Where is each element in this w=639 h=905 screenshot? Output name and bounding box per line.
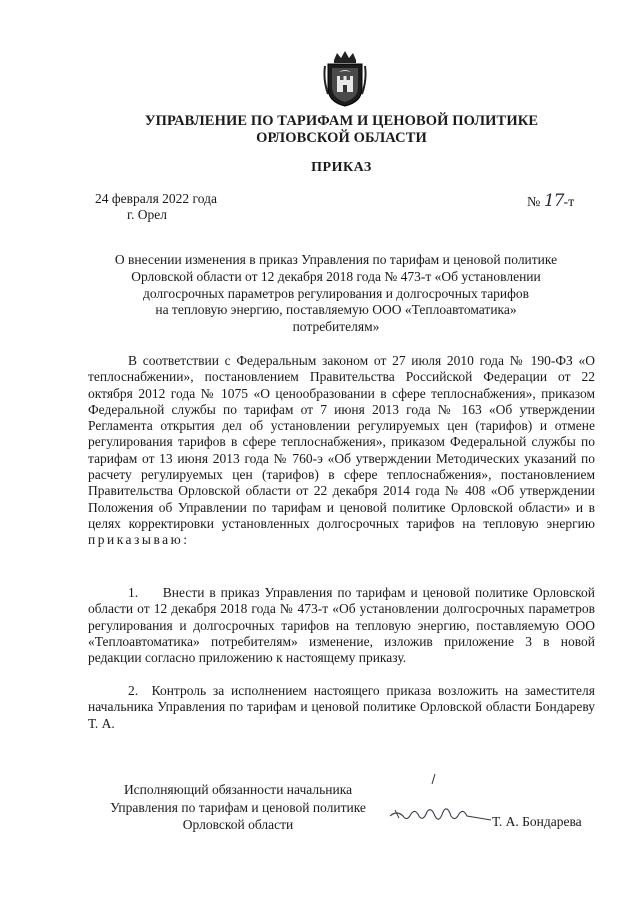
order-number-handwritten: 17 bbox=[543, 191, 564, 211]
order-number bbox=[527, 191, 574, 211]
orel-oblast-coat-of-arms-icon bbox=[322, 50, 368, 108]
order-number-suffix: -т bbox=[563, 195, 575, 210]
subject-line: долгосрочных параметров регулирования и долгосрочных тарифов bbox=[142, 285, 530, 301]
organization-name-line2: ОРЛОВСКОЙ ОБЛАСТИ bbox=[256, 130, 427, 146]
order-number-prefix: № bbox=[527, 195, 544, 210]
order-word: приказываю: bbox=[88, 532, 190, 548]
signatory-position-line2: Управления по тарифам и ценовой политике bbox=[110, 799, 366, 815]
preamble-paragraph bbox=[88, 353, 595, 549]
order-subject bbox=[86, 252, 586, 336]
signatory-name: Т. А. Бондарева bbox=[492, 814, 582, 829]
preamble-text: В соответствии с Федеральным законом от 27 июля 2010 года № 190-ФЗ «О теплоснабжении», постановлением Правительства Российской Федерации от 22 октября 2012 года № 1075 «О ценообразовании в сфере теплоснабжения», приказом Федеральной службы по тарифам от 7 июня 2013 года № 163 «Об утверждении Регламента открытия дел об установлении регулируемых цен (тарифов) и отмене регулирования тарифов в сфере теплоснабжения», приказом Федеральной службы по тарифам от 13 июня 2013 года № 760-э «Об утверждении Методических указаний по расчету регулируемых цен (тарифов) в сфере теплоснабжения», постановлением Правительства Орловской области от 22 декабря 2014 года № 408 «Об утверждении Положения об Управлении по тарифам и ценовой политике Орловской области» и в целях корректировки установленных долгосрочных тарифов на тепловую энергию bbox=[88, 353, 595, 531]
subject-line: потребителям» bbox=[292, 319, 380, 335]
order-item-2: 2. Контроль за исполнением настоящего приказа возложить на заместителя начальника Управления по тарифам и ценовой политике Орловской области Бондареву Т. А. bbox=[88, 683, 595, 731]
order-item-1: 1. Внести в приказ Управления по тарифам и ценовой политике Орловской области от 12 декабря 2018 года № 473-т «Об установлении долгосрочных параметров регулирования и долгосрочных тарифов на тепловую энергию, поставляемую ООО «Теплоавтоматика» потребителям» изменение, изложив приложение 3 в новой редакции согласно приложению к настоящему приказу. bbox=[88, 585, 595, 666]
organization-name-line1: УПРАВЛЕНИЕ ПО ТАРИФАМ И ЦЕНОВОЙ ПОЛИТИКЕ bbox=[144, 113, 539, 129]
signatory-position-line3: Орловской области bbox=[182, 817, 294, 832]
signatory-position bbox=[88, 781, 388, 834]
subject-line: на тепловую энергию, поставляемую ООО «Теплоавтоматика» bbox=[155, 302, 517, 318]
handwritten-signature bbox=[385, 770, 495, 830]
subject-line: Орловской области от 12 декабря 2018 года № 473-т «Об установлении bbox=[131, 268, 541, 284]
order-date: 24 февраля 2022 года bbox=[95, 191, 217, 206]
document-type-heading: ПРИКАЗ bbox=[311, 160, 372, 175]
order-city: г. Орел bbox=[127, 207, 167, 222]
signatory-position-line1: Исполняющий обязанности начальника bbox=[123, 782, 353, 797]
subject-line: О внесении изменения в приказ Управления по тарифам и ценовой политике bbox=[114, 252, 558, 267]
